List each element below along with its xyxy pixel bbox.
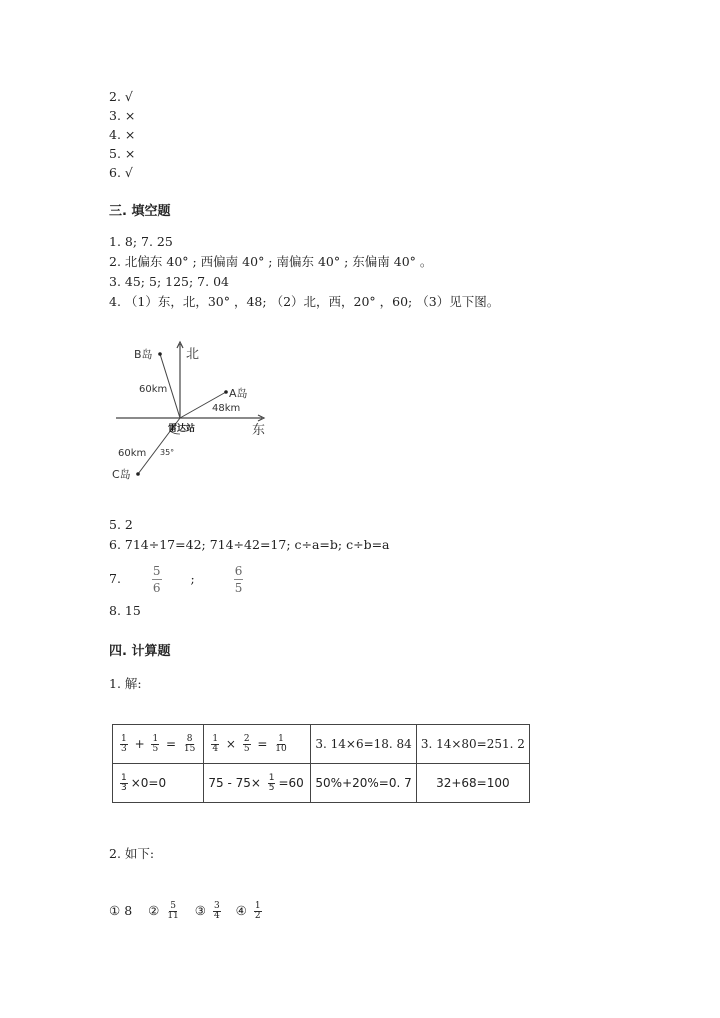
fill-answer-3: 3. 45; 5; 125; 7. 04: [109, 274, 229, 289]
table-cell-r1c3: 3. 14×6=18. 84: [311, 725, 416, 764]
answer-line-3: 3. ×: [109, 108, 136, 123]
b-distance-label: 60km: [139, 384, 168, 395]
answer-line-5: 5. ×: [109, 146, 136, 161]
fill-answer-7: [109, 565, 246, 594]
fill-answer-5: 5. 2: [109, 517, 133, 532]
answer-line-4: 4. ×: [109, 127, 136, 142]
c-island-point: [136, 472, 140, 476]
circled-number-1: ①: [109, 903, 121, 918]
section4-heading: 四. 计算题: [109, 644, 171, 659]
answer-1-value: 8: [124, 903, 133, 918]
fill-answer-6: 6. 714÷17=42; 714÷42=17; c÷a=b; c÷b=a: [109, 537, 390, 552]
section3-heading: 三. 填空题: [109, 204, 171, 219]
table-row: [113, 725, 530, 764]
answer-4-fraction: $\frac{1}{2}$: [254, 901, 261, 921]
answer-7-label: 7.: [109, 571, 121, 586]
fill-answer-1: 1. 8; 7. 25: [109, 234, 173, 249]
table-cell-r1c1: $\frac{1}{3}$ + $\frac{1}{5}$ = $\frac{8}{15}$: [113, 725, 204, 764]
b-island-point: [158, 352, 162, 356]
fill-answer-4: 4. （1）东，北，30° ，48; （2）北，西，20° ，60; （3）见下图。: [109, 294, 500, 309]
answer-3-fraction: $\frac{3}{4}$: [213, 901, 220, 921]
calculation-table: [112, 724, 530, 803]
circled-number-3: ③: [194, 903, 206, 918]
circled-number-2: ②: [148, 903, 160, 918]
c-island-label: C岛: [112, 468, 131, 481]
table-cell-r1c4: 3. 14×80=251. 2: [416, 725, 529, 764]
calc-q2-answers: [109, 898, 265, 924]
answer-7-separator: ;: [190, 571, 195, 586]
north-label: 北: [186, 347, 200, 362]
fill-answer-8: 8. 15: [109, 603, 141, 618]
table-cell-r2c1: $\frac{1}{3}$ ×0=0: [113, 764, 204, 803]
b-island-label: B岛: [134, 348, 153, 361]
answer-2-fraction: $\frac{5}{11}$: [167, 901, 179, 921]
answer-line-2: 2. √: [109, 89, 133, 104]
answer-7-fraction-2: $\frac{6}{5}$: [234, 564, 243, 595]
c-distance-label: 60km: [118, 448, 147, 459]
calc-q2-label: 2. 如下:: [109, 846, 155, 861]
table-cell-r2c3: 50%+20%=0. 7: [311, 764, 416, 803]
c-angle-label: 35°: [160, 448, 175, 457]
answer-7-fraction-1: $\frac{5}{6}$: [152, 564, 161, 595]
center-label: 雷达站: [168, 424, 196, 434]
a-distance-label: 48km: [212, 403, 241, 414]
fill-answer-2: 2. 北偏东 40° ; 西偏南 40° ; 南偏东 40° ; 东偏南 40° 。: [109, 254, 433, 269]
calc-q1-label: 1. 解:: [109, 676, 142, 691]
radar-diagram: [108, 336, 280, 486]
table-cell-r2c4: 32+68=100: [416, 764, 529, 803]
a-island-point: [224, 390, 228, 394]
table-row: [113, 764, 530, 803]
table-cell-r1c2: $\frac{1}{4}$ × $\frac{2}{5}$ = $\frac{1}{10}$: [204, 725, 311, 764]
answer-line-6: 6. √: [109, 165, 133, 180]
circled-number-4: ④: [235, 903, 247, 918]
a-island-label: A岛: [229, 387, 248, 400]
table-cell-r2c2: 75 - 75× $\frac{1}{5}$ =60: [204, 764, 311, 803]
east-label: 东: [252, 423, 266, 438]
